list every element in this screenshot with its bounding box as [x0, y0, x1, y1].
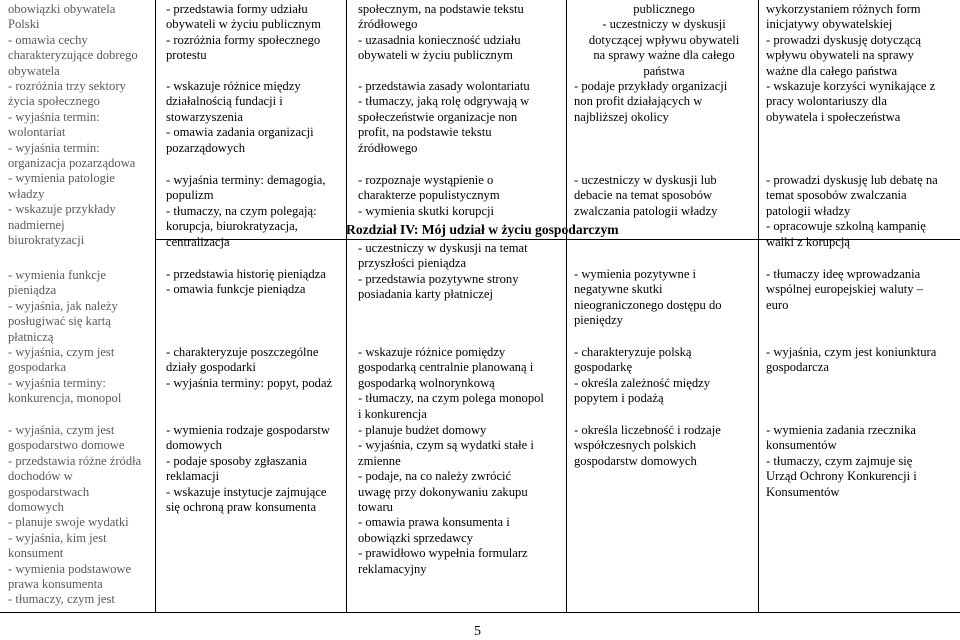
text-line: działy gospodarki: [166, 360, 256, 375]
col5-row2-cell: [766, 79, 956, 125]
col3-row1-cell: [358, 2, 560, 64]
text-line: - omawia funkcje pieniądza: [166, 282, 306, 297]
text-line: - tłumaczy ideę wprowadzania: [766, 267, 921, 281]
text-line: konsument: [8, 546, 64, 561]
text-line: - wyjaśnia, czym jest koniunktura: [766, 345, 937, 359]
text-line: - wskazuje przykłady: [8, 202, 116, 217]
text-line: - rozróżnia trzy sektory: [8, 79, 126, 94]
table-bottom-border: [0, 612, 960, 613]
text-line: gospodarstw domowych: [574, 453, 697, 468]
text-line: non profit działających w: [574, 94, 703, 109]
text-line: - uczestniczy w dyskusji na temat: [358, 241, 528, 255]
text-line: - uzasadnia konieczność udziału: [358, 32, 521, 47]
text-line: ważne dla całego państwa: [766, 63, 898, 78]
text-line: konsumentów: [766, 438, 837, 453]
text-line: - wskazuje różnice między: [166, 79, 301, 93]
text-line: populizm: [166, 188, 214, 203]
text-line: - wyjaśnia terminy: popyt, podaż: [166, 375, 333, 390]
text-line: - opracowuje szkolną kampanię: [766, 219, 926, 234]
text-line: wykorzystaniem różnych form: [766, 2, 921, 16]
text-line: dochodów w: [8, 469, 73, 484]
text-line: - wskazuje instytucje zajmujące: [166, 484, 327, 499]
text-line: - podaje, na co należy zwrócić: [358, 469, 512, 484]
text-line: patologii władzy: [766, 203, 851, 218]
col5-row4-cell: [766, 267, 956, 313]
text-line: - charakteryzuje poszczególne: [166, 345, 319, 359]
left-column-block-1: [8, 2, 141, 249]
text-line: - podaje sposoby zgłaszania: [166, 453, 307, 468]
text-line: pozarządowych: [166, 140, 246, 155]
text-line: i konkurencja: [358, 406, 427, 421]
text-line: - wyjaśnia terminy:: [8, 375, 106, 390]
text-line: zmienne: [358, 453, 401, 468]
col3-row3-cell: [358, 173, 560, 219]
text-line: - wymienia patologie: [8, 171, 116, 186]
text-line: - wyjaśnia, czym jest: [8, 423, 115, 437]
text-line: - wskazuje różnice pomiędzy: [358, 345, 506, 359]
text-line: dotyczącej wpływu obywateli: [588, 32, 740, 47]
text-line: obywatela i społeczeństwa: [766, 109, 901, 124]
text-line: obowiązki obywatela: [8, 2, 116, 16]
text-line: - tłumaczy, na czym polega monopol: [358, 391, 544, 406]
text-line: towaru: [358, 500, 393, 515]
text-line: pracy wolontariuszy dla: [766, 94, 887, 109]
col4-row3-cell: [574, 173, 754, 219]
col4-row4-cell: [574, 267, 754, 329]
text-line: publicznego: [633, 2, 695, 16]
text-line: władzy: [8, 186, 45, 201]
text-line: obowiązki sprzedawcy: [358, 530, 474, 545]
text-line: - wymienia zadania rzecznika: [766, 423, 916, 437]
text-line: Urząd Ochrony Konkurencji i: [766, 469, 917, 484]
text-line: negatywne skutki: [574, 282, 663, 297]
text-line: - przedstawia pozytywne strony: [358, 271, 519, 286]
column-divider: [566, 0, 567, 612]
text-line: temat sposobów zwalczania: [766, 188, 907, 203]
col2-row3-cell: [166, 173, 341, 250]
text-line: gospodarstwo domowe: [8, 438, 125, 453]
text-line: - tłumaczy, czym zajmuje się: [766, 453, 913, 468]
col5-row3-cell: [766, 173, 956, 250]
text-line: na sprawy ważne dla całego: [593, 48, 735, 63]
section-heading: Rozdział IV: Mój udział w życiu gospodarczym: [346, 222, 619, 237]
text-line: biurokratyzacji: [8, 233, 85, 248]
text-line: - określa zależność między: [574, 375, 711, 390]
text-line: - tłumaczy, czym jest: [8, 592, 115, 607]
text-line: charakteryzujące dobrego: [8, 48, 138, 63]
text-line: protestu: [166, 48, 207, 63]
text-line: - wymienia pozytywne i: [574, 267, 697, 281]
text-line: współczesnych polskich: [574, 438, 697, 453]
text-line: źródłowego: [358, 140, 418, 155]
text-line: - prowadzi dyskusję dotyczącą: [766, 32, 921, 47]
text-line: społeczeństwie organizacje non: [358, 109, 518, 124]
col2-row4-cell: [166, 267, 341, 298]
text-line: euro: [766, 297, 789, 312]
text-line: społecznym, na podstawie tekstu: [358, 2, 524, 16]
text-line: - tłumaczy, na czym polegają:: [166, 203, 317, 218]
text-line: - wymienia rodzaje gospodarstw: [166, 423, 331, 437]
text-line: obywateli w życiu publicznym: [166, 17, 321, 32]
text-line: - omawia prawa konsumenta i: [358, 515, 510, 530]
text-line: charakterze populistycznym: [358, 188, 500, 203]
text-line: - podaje przykłady organizacji: [574, 79, 728, 93]
text-line: inicjatywy obywatelskiej: [766, 17, 893, 32]
text-line: - wyjaśnia termin:: [8, 109, 100, 124]
text-line: się ochroną praw konsumenta: [166, 500, 317, 515]
text-line: gospodarcza: [766, 360, 829, 375]
text-line: wspólnej europejskiej waluty –: [766, 282, 924, 297]
text-line: organizacja pozarządowa: [8, 156, 136, 171]
text-line: życia społecznego: [8, 94, 100, 109]
text-line: Polski: [8, 17, 40, 32]
text-line: - przedstawia zasady wolontariatu: [358, 79, 530, 93]
text-line: uwagę przy dokonywaniu zakupu: [358, 484, 528, 499]
text-line: - przedstawia historię pieniądza: [166, 267, 326, 281]
text-line: popytem i podażą: [574, 391, 664, 406]
text-line: domowych: [166, 438, 222, 453]
col2-row1-cell: [166, 2, 341, 64]
text-line: - prowadzi dyskusję lub debatę na: [766, 173, 938, 187]
text-line: konkurencja, monopol: [8, 391, 122, 406]
column-divider: [155, 0, 156, 612]
text-line: najbliższej okolicy: [574, 109, 669, 124]
text-line: - wymienia podstawowe: [8, 561, 132, 576]
text-line: domowych: [8, 500, 64, 515]
text-line: - uczestniczy w dyskusji lub: [574, 173, 717, 187]
text-line: - planuje budżet domowy: [358, 423, 487, 437]
text-line: - wymienia skutki korupcji: [358, 203, 495, 218]
text-line: - rozróżnia formy społecznego: [166, 32, 321, 47]
text-line: - wskazuje korzyści wynikające z: [766, 79, 936, 93]
text-line: obywateli w życiu publicznym: [358, 48, 513, 63]
text-line: - przedstawia różne źródła: [8, 453, 142, 468]
text-line: reklamacyjny: [358, 561, 427, 576]
text-line: debacie na temat sposobów: [574, 188, 713, 203]
text-line: - określa liczebność i rodzaje: [574, 423, 721, 437]
column-divider: [346, 0, 347, 612]
text-line: zwalczania patologii władzy: [574, 203, 718, 218]
col5-row5-cell: [766, 345, 956, 376]
text-line: obywatela: [8, 63, 60, 78]
text-line: profit, na podstawie tekstu: [358, 125, 492, 140]
text-line: gospodarstwach: [8, 484, 90, 499]
col2-row2-cell: [166, 79, 341, 156]
text-line: - wyjaśnia, kim jest: [8, 530, 107, 545]
text-line: gospodarka: [8, 360, 67, 375]
text-line: stowarzyszenia: [166, 109, 243, 124]
text-line: gospodarkę: [574, 360, 633, 375]
text-line: - wyjaśnia, czym jest: [8, 345, 115, 360]
text-line: pieniądza: [8, 283, 57, 298]
text-line: - uczestniczy w dyskusji: [602, 17, 726, 32]
text-line: - wyjaśnia termin:: [8, 140, 100, 155]
col4-row2-cell: [574, 79, 754, 125]
text-line: - omawia cechy: [8, 32, 88, 47]
text-line: działalnością fundacji i: [166, 94, 283, 109]
text-line: nadmiernej: [8, 217, 65, 232]
col3-row5-cell: [358, 345, 560, 422]
text-line: korupcja, biurokratyzacja,: [166, 219, 298, 234]
text-line: centralizacja: [166, 234, 230, 249]
text-line: posługiwać się kartą: [8, 314, 111, 329]
text-line: prawa konsumenta: [8, 577, 103, 592]
text-line: - wyjaśnia terminy: demagogia,: [166, 173, 326, 187]
text-line: - rozpoznaje wystąpienie o: [358, 173, 494, 187]
text-line: Konsumentów: [766, 484, 840, 499]
left-column-block-3: [8, 423, 141, 608]
col4-row5-cell: [574, 345, 754, 407]
text-line: - omawia zadania organizacji: [166, 125, 314, 140]
text-line: - wymienia funkcje: [8, 268, 106, 282]
col5-row1-cell: [766, 2, 956, 79]
text-line: - wyjaśnia, jak należy: [8, 298, 118, 313]
page-number: 5: [474, 624, 481, 639]
col3-row2-cell: [358, 79, 560, 156]
col3-row6-cell: [358, 423, 560, 577]
text-line: państwa: [643, 63, 685, 78]
text-line: - wyjaśnia, czym są wydatki stałe i: [358, 438, 534, 453]
col5-row6-cell: [766, 423, 956, 500]
col2-row6-cell: [166, 423, 341, 515]
text-line: - prawidłowo wypełnia formularz: [358, 546, 528, 561]
text-line: płatniczą: [8, 329, 54, 344]
text-line: walki z korupcją: [766, 234, 850, 249]
col4-row1-cell: [574, 2, 754, 79]
column-divider: [758, 0, 759, 612]
col4-row6-cell: [574, 423, 754, 469]
text-line: gospodarką centralnie planowaną i: [358, 360, 534, 375]
text-line: wpływu obywateli na sprawy: [766, 48, 914, 63]
text-line: gospodarką wolnorynkową: [358, 375, 495, 390]
text-line: wolontariat: [8, 125, 66, 140]
text-line: - charakteryzuje polską: [574, 345, 692, 359]
text-line: - przedstawia formy udziału: [166, 2, 308, 16]
text-line: - tłumaczy, jaką rolę odgrywają w: [358, 94, 530, 109]
col2-row5-cell: [166, 345, 341, 391]
text-line: źródłowego: [358, 17, 418, 32]
col3-row4-cell: [358, 241, 560, 303]
text-line: reklamacji: [166, 469, 220, 484]
text-line: nieograniczonego dostępu do: [574, 297, 722, 312]
text-line: posiadania karty płatniczej: [358, 287, 493, 302]
text-line: - planuje swoje wydatki: [8, 515, 129, 530]
text-line: pieniędzy: [574, 313, 623, 328]
text-line: przyszłości pieniądza: [358, 256, 467, 271]
left-column-block-2: [8, 268, 141, 407]
